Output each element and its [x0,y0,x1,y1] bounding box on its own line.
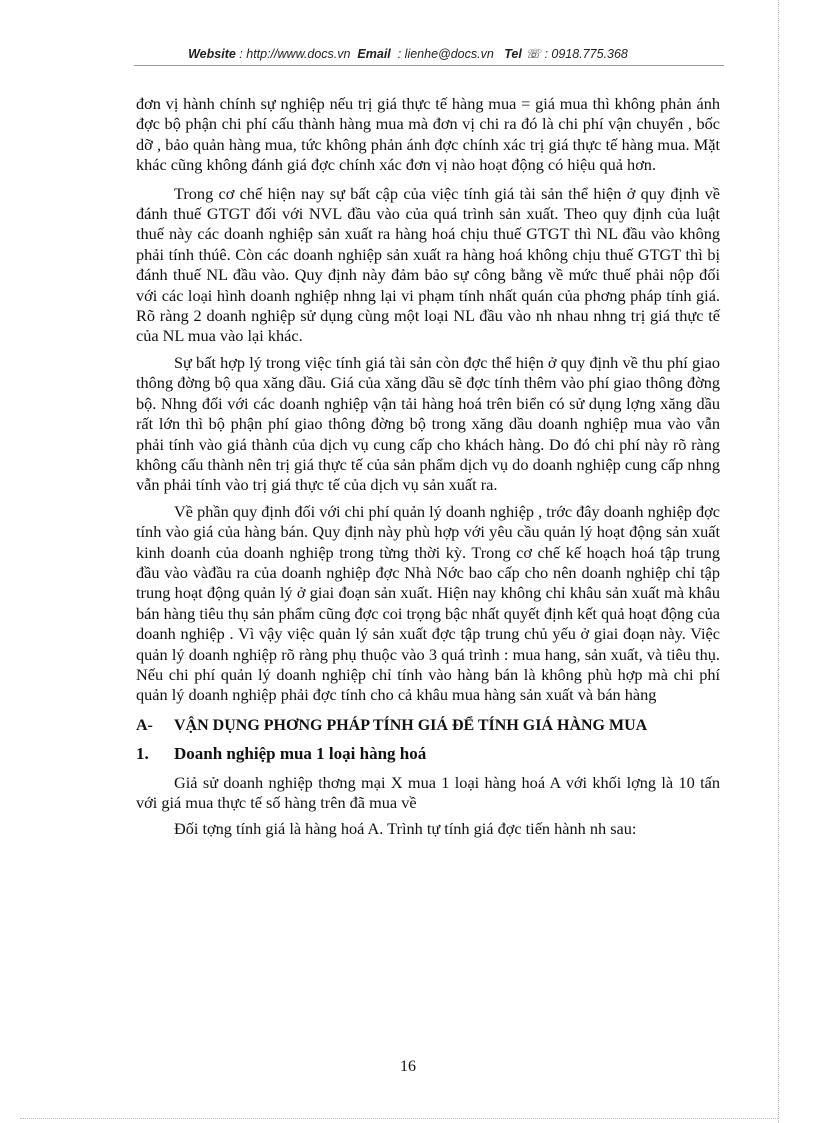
paragraph: đơn vị hành chính sự nghiệp nếu trị giá thực tế hàng mua = giá mua thì không phản ánh đợc bộ phận chi phí cấu thành hàng mua mà đơn vị chi ra đó là chi phí vận chuyển , bốc dỡ , bảo quản hàng mua, tức không phản ánh đợc chính xác trị giá thực tế hàng mua. Mặt khác cũng không đánh giá đợc chính xác đơn vị nào hoạt động có hiệu quả hơn. [136,94,720,175]
paragraph: Giả sử doanh nghiệp thơng mại X mua 1 loại hàng hoá A với khối lợng là 10 tấn với giá mua thực tế số hàng trên đã mua về [136,772,720,812]
email-label: Email [357,47,391,61]
page-header [0,46,816,61]
website-label: Website [188,47,236,61]
paragraph: Trong cơ chế hiện nay sự bất cập của việc tính giá tài sản thể hiện ở quy định về đánh thuế GTGT đối với NVL đầu vào của quá trình sản xuất. Theo quy định của luật thuế này các doanh nghiệp sản xuất ra hàng hoá chịu thuế GTGT thì NL đầu vào không phải tính thúê. Còn các doanh nghiệp sản xuất ra hàng hoá không chịu thuế GTGT thì bị đánh thuế NL đầu vào. Quy định này đảm bảo sự công bằng về mức thuế phải nộp đối với các loại hình doanh nghiệp nhng lại vi phạm tính nhất quán của phơng pháp tính giá. Rõ ràng 2 doanh nghiệp sử dụng cùng một loại NL đầu vào nh nhau nhng trị giá thực tế của NL mua vào lại khác. [136,183,720,346]
section-number: 1. [136,744,149,764]
paragraph: Sự bất hợp lý trong việc tính giá tài sản còn đợc thể hiện ở quy định về thu phí giao thông đờng bộ qua xăng dầu. Giá của xăng dầu sẽ đợc tính thêm vào phí giao thông đờng bộ. Nhng đối với các doanh nghiệp vận tải hàng hoá trên biển có sử dụng lợng xăng dầu rất lớn thì bộ phận phí giao thông đờng bộ trong xăng dầu doanh nghiệp mua vào vẫn phải tính vào giá thành của dịch vụ cung cấp cho khách hàng. Do đó chi phí này rõ ràng không cấu thành nên trị giá thực tế của sản phẩm dịch vụ do doanh nghiệp cung cấp nhng vẫn phải tính vào trị giá thực tế của dịch vụ sản xuất ra. [136,352,720,495]
email-value: : lienhe@docs.vn [397,47,494,61]
section-heading-a [136,716,720,736]
page-edge-right [778,0,779,1123]
page-number: 16 [400,1058,416,1075]
phone-icon: ☏ [525,47,541,61]
tel-label: Tel [504,47,522,61]
section-title: VẬN DỤNG PHƠNG PHÁP TÍNH GIÁ ĐỂ TÍNH GIÁ HÀNG MUA [174,716,648,734]
tel-value: : 0918.775.368 [544,47,628,61]
header-divider [134,65,724,66]
website-value: : http://www.docs.vn [239,47,351,61]
document-body [136,94,720,846]
section-heading-1 [136,744,720,764]
page-edge-bottom [20,1118,778,1119]
section-label: A- [136,716,153,734]
section-title: Doanh nghiệp mua 1 loại hàng hoá [174,744,427,764]
paragraph: Đối tợng tính giá là hàng hoá A. Trình tự tính giá đợc tiến hành nh sau: [174,819,637,839]
paragraph: Về phần quy định đối với chi phí quản lý doanh nghiệp , trớc đây doanh nghiệp đợc tính vào giá của hàng bán. Quy định này phù hợp với yêu cầu quản lý hoạt động sản xuất kinh doanh của doanh nghiệp trong từng thời kỳ. Trong cơ chế kế hoạch hoá tập trung đầu vào vàđầu ra của doanh nghiệp đợc Nhà Nớc bao cấp cho nên doanh nghiệp chỉ tập trung hoạt động quản lý ở giai đoạn sản xuất. Hiện nay không chỉ khâu sản xuất mà khâu bán hàng tiêu thụ sản phẩm cũng đợc coi trọng bậc nhất quyết định kết quả hoạt động của doanh nghiệp . Vì vậy việc quản lý sản xuất đợc tập trung chủ yếu ở giai đoạn này. Việc quản lý doanh nghiệp rõ ràng phụ thuộc vào 3 quá trình : mua hang, sản xuất, và tiêu thụ. Nếu chi phí quản lý doanh nghiệp chỉ tính vào hàng bán là không phù hợp mà chi phí quản lý doanh nghiệp phải đợc tính cho cả khâu mua hàng sản xuất và bán hàng [136,501,720,705]
